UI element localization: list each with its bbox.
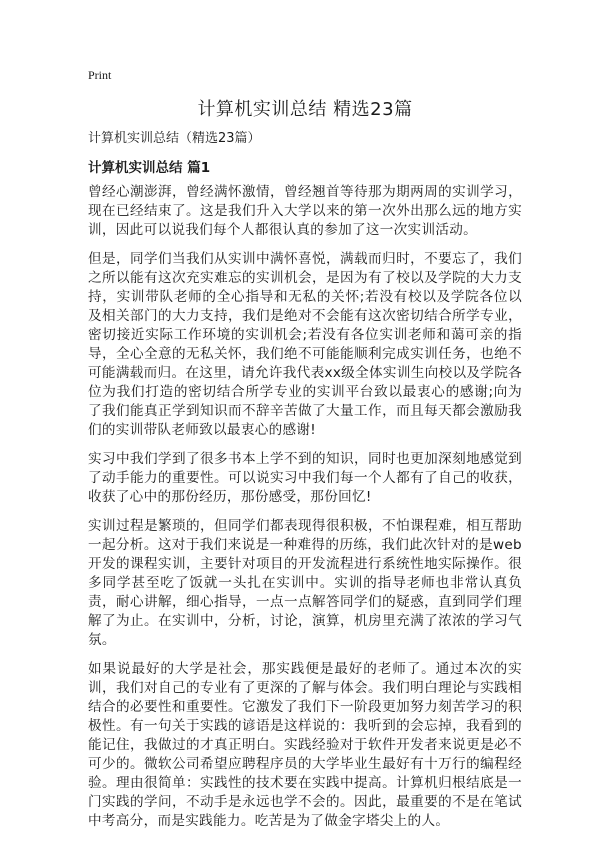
section-heading: 计算机实训总结 篇1: [88, 160, 211, 176]
paragraph: 实习中我们学到了很多书本上学不到的知识，同时也更加深刻地感觉到了动手能力的重要性。可以说实习中我们每一个人都有了自己的收获，收获了心中的那份经历，那份感受，那份回忆!: [88, 451, 522, 505]
paragraph: 曾经心潮澎湃，曾经满怀激情，曾经翘首等待那为期两周的实训学习，现在已经结束了。这是我们升入大学以来的第一次外出那么远的地方实训，因此可以说我们每个人都很认真的参加了这一次实训活动。: [88, 184, 522, 238]
document-title: 计算机实训总结 精选23篇: [197, 99, 413, 120]
paragraph: 如果说最好的大学是社会，那实践便是最好的老师了。通过本次的实训，我们对自己的专业有了更深的了解与体会。我们明白理论与实践相结合的必要性和重要性。它激发了我们下一阶段更加努力刻苦学习的积极性。有一句关于实践的谚语是这样说的：我听到的会忘掉，我看到的能记住，我做过的才真正明白。实践经验对于软件开发者来说更是必不可少的。微软公司希望应聘程序员的大学毕业生最好有十万行的编程经验。理由很简单：实践性的技术要在实践中提高。计算机归根结底是一门实践的学问，不动手是永远也学不会的。因此，最重要的不是在笔试中考高分，而是实践能力。吃苦是为了做金字塔尖上的人。: [88, 661, 522, 829]
print-label: Print: [88, 68, 112, 82]
document-page: [88, 66, 522, 841]
document-subtitle: 计算机实训总结（精选23篇）: [88, 131, 261, 146]
paragraph: 实训过程是繁琐的，但同学们都表现得很积极，不怕课程难，相互帮助一起分析。这对于我们来说是一种难得的历练，我们此次针对的是web开发的课程实训，主要针对项目的开发流程进行系统性地实际操作。很多同学甚至吃了饭就一头扎在实训中。实训的指导老师也非常认真负责，耐心讲解，细心指导，一点一点解答同学们的疑惑，直到同学们理解了为止。在实训中，分析，讨论，演算，机房里充满了浓浓的学习气氛。: [88, 518, 522, 648]
paragraph: 但是，同学们当我们从实训中满怀喜悦，满载而归时，不要忘了，我们之所以能有这次充实难忘的实训机会，是因为有了校以及学院的大力支持，实训带队老师的全心指导和无私的关怀;若没有校以及学院各位以及相关部门的大力支持，我们是绝对不会能有这次密切结合所学专业，密切接近实际工作环境的实训机会;若没有各位实训老师和蔼可亲的指导，全心全意的无私关怀，我们绝不可能能顺利完成实训任务，也绝不可能满载而归。在这里，请允许我代表xx级全体实训生向校以及学院各位为我们打造的密切结合所学专业的实训平台致以最衷心的感谢;向为了我们能真正学到知识而不辞辛苦做了大量工作，而且每天都会激励我们的实训带队老师致以最衷心的感谢!: [88, 251, 522, 438]
